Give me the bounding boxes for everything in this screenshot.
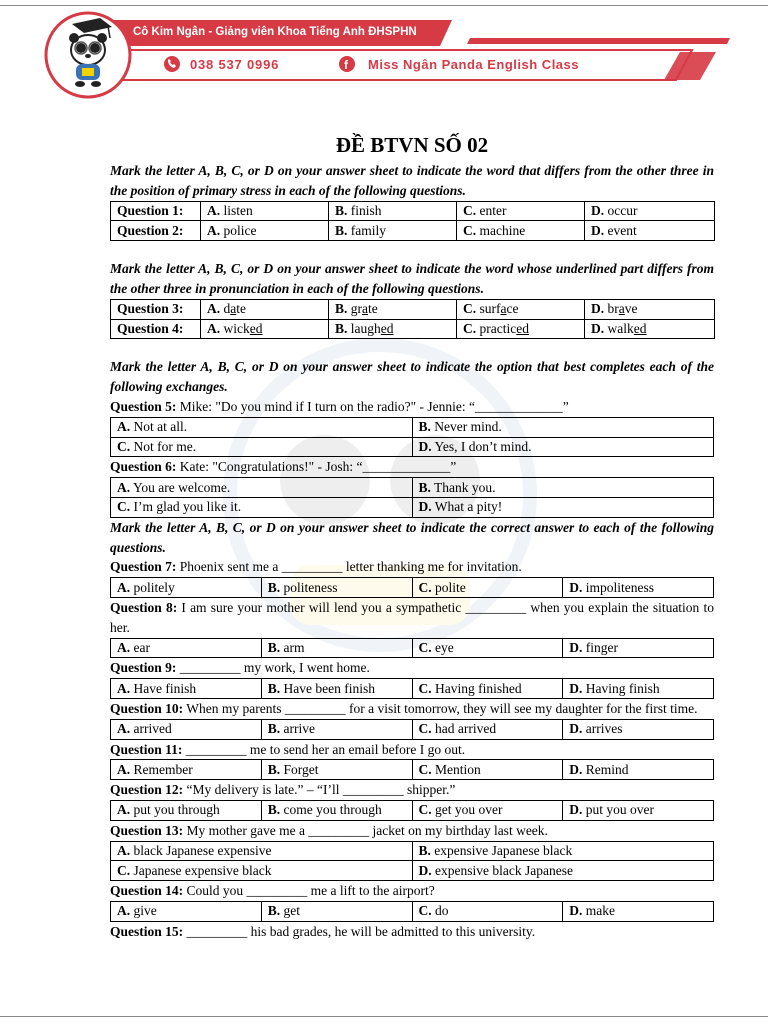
table-row [111, 861, 714, 881]
option-c: C. had arrived [412, 719, 563, 739]
option-a: A. arrived [111, 719, 262, 739]
question-13: Question 13: My mother gave me a _________ jacket on my birthday last week. [110, 822, 548, 838]
exchange-instruction: Mark the letter A, B, C, or D on your answer sheet to indicate the option that best completes each of the following exchanges. [110, 359, 714, 395]
table-row [111, 478, 714, 498]
bottom-rule [0, 1016, 768, 1017]
option-a: A. You are welcome. [111, 478, 413, 498]
question-14-options [110, 901, 714, 922]
option-b: B. come you through [261, 800, 412, 820]
option-c: C. enter [457, 201, 585, 221]
correct-answer-instruction: Mark the letter A, B, C, or D on your answer sheet to indicate the correct answer to each of the following questions. [110, 519, 714, 555]
option-b: B. get [261, 901, 412, 921]
option-a: A. wicked [201, 319, 329, 339]
question-label: Question 2: [111, 221, 201, 241]
stress-table [110, 201, 715, 242]
page-title: ĐỀ BTVN SỐ 02 [335, 133, 489, 157]
banner-stripe [467, 38, 730, 44]
option-a: A. date [201, 299, 329, 319]
option-d: D. impoliteness [563, 578, 714, 598]
table-row [111, 719, 714, 739]
option-c: C. practiced [457, 319, 585, 339]
banner-accent [664, 52, 716, 80]
option-d: D. event [585, 221, 715, 241]
table-row [111, 578, 714, 598]
option-d: D. walked [585, 319, 715, 339]
question-10-options [110, 719, 714, 740]
question-14: Question 14: Could you _________ me a lift to the airport? [110, 883, 435, 899]
option-a: A. Not at all. [111, 417, 413, 437]
table-row [111, 901, 714, 921]
option-c: C. eye [412, 638, 563, 658]
table-row [111, 201, 715, 221]
option-d: D. make [563, 901, 714, 921]
option-c: C. Mention [412, 760, 563, 780]
option-b: B. finish [329, 201, 457, 221]
option-a: A. give [111, 901, 262, 921]
table-row [111, 221, 715, 241]
svg-text:f: f [344, 58, 348, 72]
option-b: B. family [329, 221, 457, 241]
question-label: Question 3: [111, 299, 201, 319]
option-a: A. ear [111, 638, 262, 658]
option-d: D. arrives [563, 719, 714, 739]
option-c: C. machine [457, 221, 585, 241]
option-b: B. Never mind. [412, 417, 714, 437]
question-8-options [110, 638, 714, 659]
class-name: Miss Ngân Panda English Class [368, 57, 579, 72]
option-d: D. Remind [563, 760, 714, 780]
table-row [111, 497, 714, 517]
table-row [111, 800, 714, 820]
table-row [111, 319, 715, 339]
question-label: Question 4: [111, 319, 201, 339]
option-d: D. Yes, I don’t mind. [412, 437, 714, 457]
option-b: B. Forget [261, 760, 412, 780]
question-5: Question 5: Mike: "Do you mind if I turn on the radio?" - Jennie: “_____________” [110, 398, 569, 414]
option-c: C. Having finished [412, 679, 563, 699]
question-11: Question 11: _________ me to send her an email before I go out. [110, 741, 466, 757]
option-c: C. surface [457, 299, 585, 319]
option-b: B. grate [329, 299, 457, 319]
option-d: D. What a pity! [412, 497, 714, 517]
option-a: A. police [201, 221, 329, 241]
table-row [111, 841, 714, 861]
worksheet-body [110, 130, 714, 941]
table-row [111, 679, 714, 699]
question-9: Question 9: _________ my work, I went home. [110, 660, 370, 676]
question-12: Question 12: “My delivery is late.” – “I’ll _________ shipper.” [110, 782, 456, 798]
option-a: A. put you through [111, 800, 262, 820]
phone-number: 038 537 0996 [190, 57, 280, 72]
question-11-options [110, 759, 714, 780]
pronunciation-table [110, 299, 715, 340]
question-7: Question 7: Phoenix sent me a _________ letter thanking me for invitation. [110, 559, 522, 575]
option-b: B. Have been finish [261, 679, 412, 699]
pronunciation-instruction: Mark the letter A, B, C, or D on your answer sheet to indicate the word whose underlined part differs from the other three in pronunciation in each of the following questions. [110, 261, 714, 296]
option-a: A. black Japanese expensive [111, 841, 413, 861]
option-a: A. Have finish [111, 679, 262, 699]
question-8: Question 8: I am sure your mother will lend you a sympathetic _________ when you explain the situation to her. [110, 599, 714, 635]
stress-instruction: Mark the letter A, B, C, or D on your answer sheet to indicate the word that differs from the other three in the position of primary stress in each of the following questions. [110, 163, 714, 198]
phone-icon [164, 56, 180, 72]
question-6-options [110, 477, 714, 518]
question-15: Question 15: _________ his bad grades, he will be admitted to this university. [110, 923, 536, 939]
option-d: D. put you over [563, 800, 714, 820]
table-row [111, 760, 714, 780]
table-row [111, 417, 714, 437]
option-c: C. do [412, 901, 563, 921]
option-b: B. arm [261, 638, 412, 658]
option-b: B. politeness [261, 578, 412, 598]
option-b: B. arrive [261, 719, 412, 739]
option-c: C. I’m glad you like it. [111, 497, 413, 517]
option-d: D. expensive black Japanese [412, 861, 714, 881]
option-d: D. brave [585, 299, 715, 319]
option-d: D. finger [563, 638, 714, 658]
question-label: Question 1: [111, 201, 201, 221]
question-5-options [110, 417, 714, 458]
question-6: Question 6: Kate: "Congratulations!" - Josh: “_____________” [110, 459, 457, 475]
option-c: C. get you over [412, 800, 563, 820]
option-a: A. politely [111, 578, 262, 598]
option-b: B. expensive Japanese black [412, 841, 714, 861]
question-12-options [110, 800, 714, 821]
table-row [111, 638, 714, 658]
question-10: Question 10: When my parents _________ for a visit tomorrow, they will see my daughter for the first time. [110, 700, 698, 716]
option-d: D. occur [585, 201, 715, 221]
option-a: A. Remember [111, 760, 262, 780]
option-c: C. Not for me. [111, 437, 413, 457]
option-d: D. Having finish [563, 679, 714, 699]
question-13-options [110, 841, 714, 882]
table-row [111, 299, 715, 319]
header-banner [0, 0, 768, 110]
option-c: C. Japanese expensive black [111, 861, 413, 881]
option-c: C. polite [412, 578, 563, 598]
teacher-name: Cô Kim Ngân - Giảng viên Khoa Tiếng Anh ĐHSPHN [133, 26, 417, 38]
question-9-options [110, 678, 714, 699]
option-a: A. listen [201, 201, 329, 221]
table-row [111, 437, 714, 457]
option-b: B. laughed [329, 319, 457, 339]
question-7-options [110, 577, 714, 598]
option-b: B. Thank you. [412, 478, 714, 498]
facebook-icon [339, 56, 355, 72]
